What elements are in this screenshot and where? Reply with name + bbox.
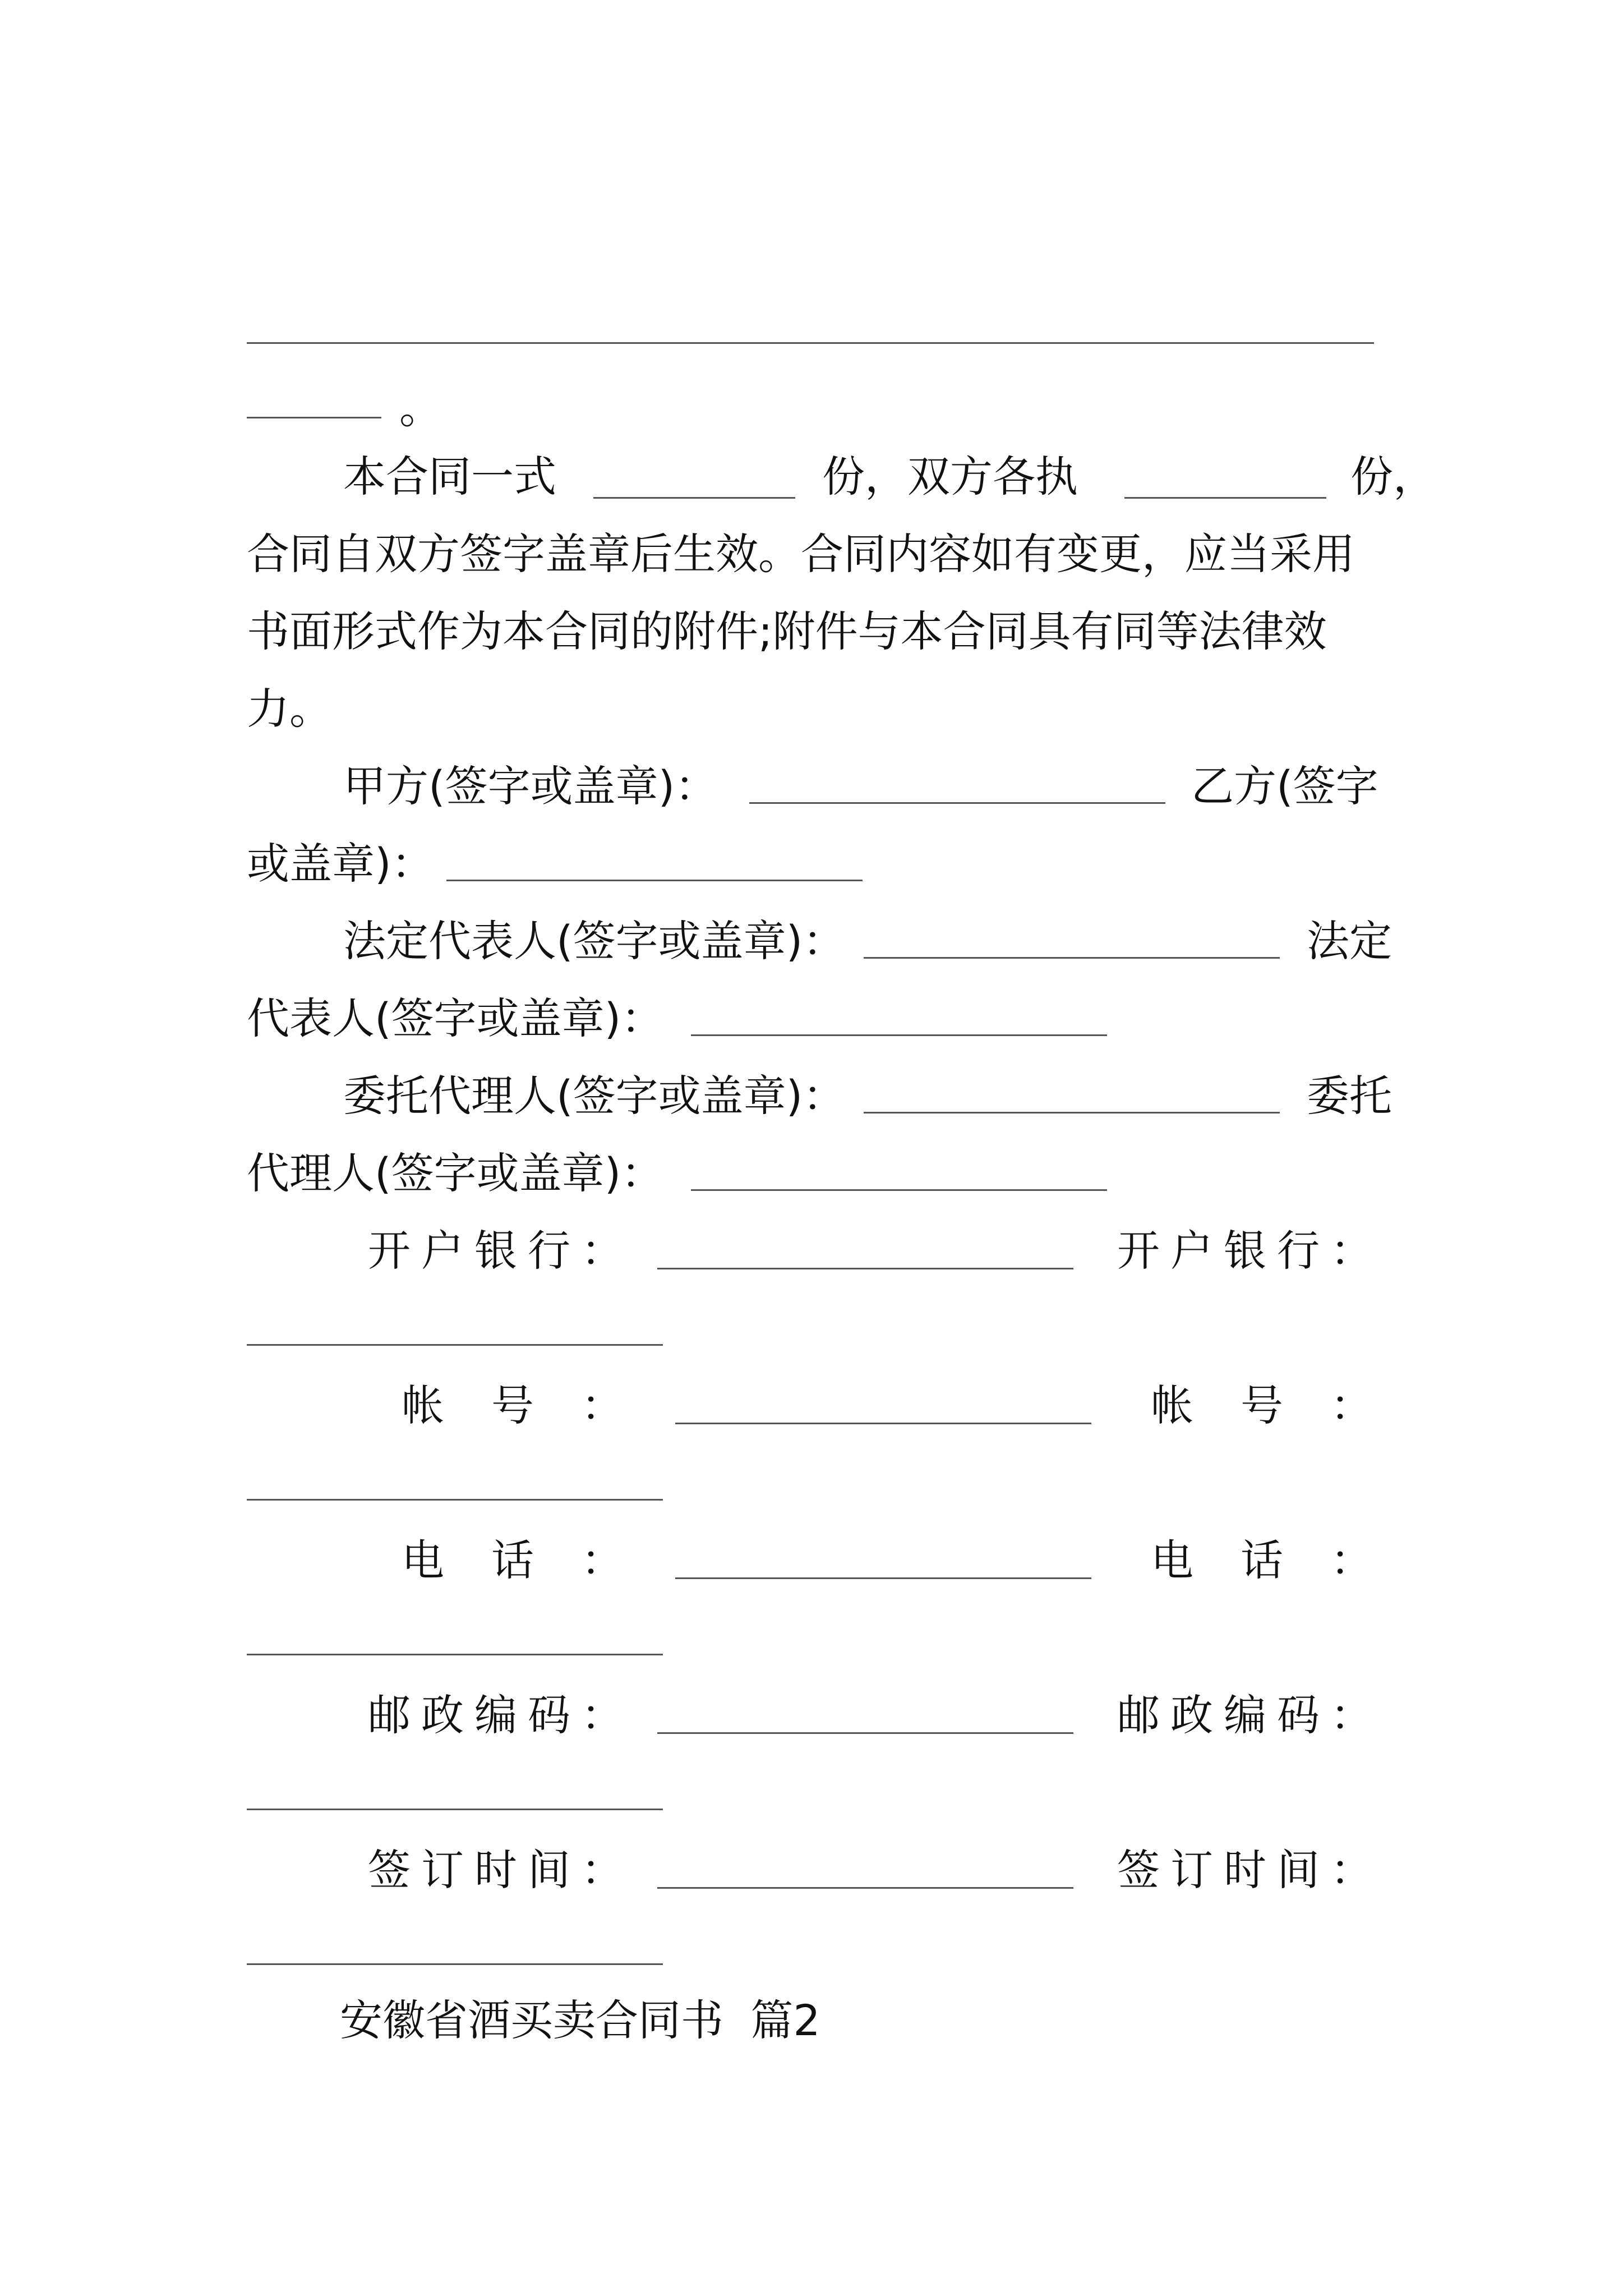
phone-label-b: 电 话 ： xyxy=(1151,1535,1373,1585)
sign-date-blank-a xyxy=(657,1887,1073,1889)
sign-date-label-b: 签 订 时 间 ： xyxy=(1117,1845,1373,1895)
phone-label-a: 电 话 ： xyxy=(402,1535,624,1585)
agent-b-blank xyxy=(691,1189,1107,1191)
account-label-b: 帐 号 ： xyxy=(1151,1381,1373,1430)
copies-text-3: 份， xyxy=(1350,452,1436,501)
next-section-title: 安徽省酒买卖合同书 篇2 xyxy=(340,1995,820,2045)
legal-rep-a-label: 法定代表人(签字或盖章)： xyxy=(343,916,846,966)
sign-date-label-a: 签 订 时 间 ： xyxy=(368,1845,624,1895)
phone-blank-b xyxy=(247,1654,663,1655)
legal-rep-a-blank xyxy=(864,957,1280,959)
postcode-label-b: 邮 政 编 码 ： xyxy=(1117,1690,1373,1740)
account-blank-a xyxy=(675,1423,1091,1424)
legal-rep-b-label-end: 代表人(签字或盖章)： xyxy=(247,993,664,1043)
blank-line xyxy=(1124,497,1326,499)
end-mark: 。 xyxy=(399,383,442,433)
sign-date-blank-b xyxy=(247,1963,663,1965)
agent-a-label: 委托代理人(签字或盖章)： xyxy=(343,1071,846,1121)
agent-b-label-end: 代理人(签字或盖章)： xyxy=(247,1148,664,1198)
party-b-blank xyxy=(446,880,863,881)
phone-blank-a xyxy=(675,1577,1091,1579)
copies-line-3: 书面形式作为本合同的附件;附件与本合同具有同等法律效 xyxy=(247,606,1327,656)
legal-rep-b-blank xyxy=(691,1034,1107,1036)
bank-label-a: 开 户 银 行 ： xyxy=(368,1226,624,1276)
postcode-label-a: 邮 政 编 码 ： xyxy=(368,1690,624,1740)
copies-line-2: 合同自双方签字盖章后生效。合同内容如有变更，应当采用 xyxy=(247,529,1355,579)
bank-label-b: 开 户 银 行 ： xyxy=(1117,1226,1373,1276)
party-b-label-end: 或盖章)： xyxy=(247,839,434,889)
party-b-label-start: 乙方(签字 xyxy=(1191,761,1378,811)
legal-rep-b-label-start: 法定 xyxy=(1307,916,1392,966)
agent-a-blank xyxy=(864,1112,1280,1114)
copies-text-1: 本合同一式 xyxy=(343,452,556,501)
account-label-a: 帐 号 ： xyxy=(402,1381,624,1430)
postcode-blank-a xyxy=(657,1732,1073,1734)
party-a-blank xyxy=(749,802,1165,804)
bank-blank-b xyxy=(247,1344,663,1346)
bank-blank-a xyxy=(657,1268,1073,1269)
party-a-label: 甲方(签字或盖章)： xyxy=(343,761,718,811)
blank-line xyxy=(593,497,795,499)
blank-line xyxy=(247,342,1374,344)
account-blank-b xyxy=(247,1499,663,1501)
blank-line xyxy=(247,417,381,418)
copies-line-4: 力。 xyxy=(247,684,332,734)
agent-b-label-start: 委托 xyxy=(1307,1071,1392,1121)
copies-text-2: 份，双方各执 xyxy=(822,452,1078,501)
postcode-blank-b xyxy=(247,1809,663,1810)
